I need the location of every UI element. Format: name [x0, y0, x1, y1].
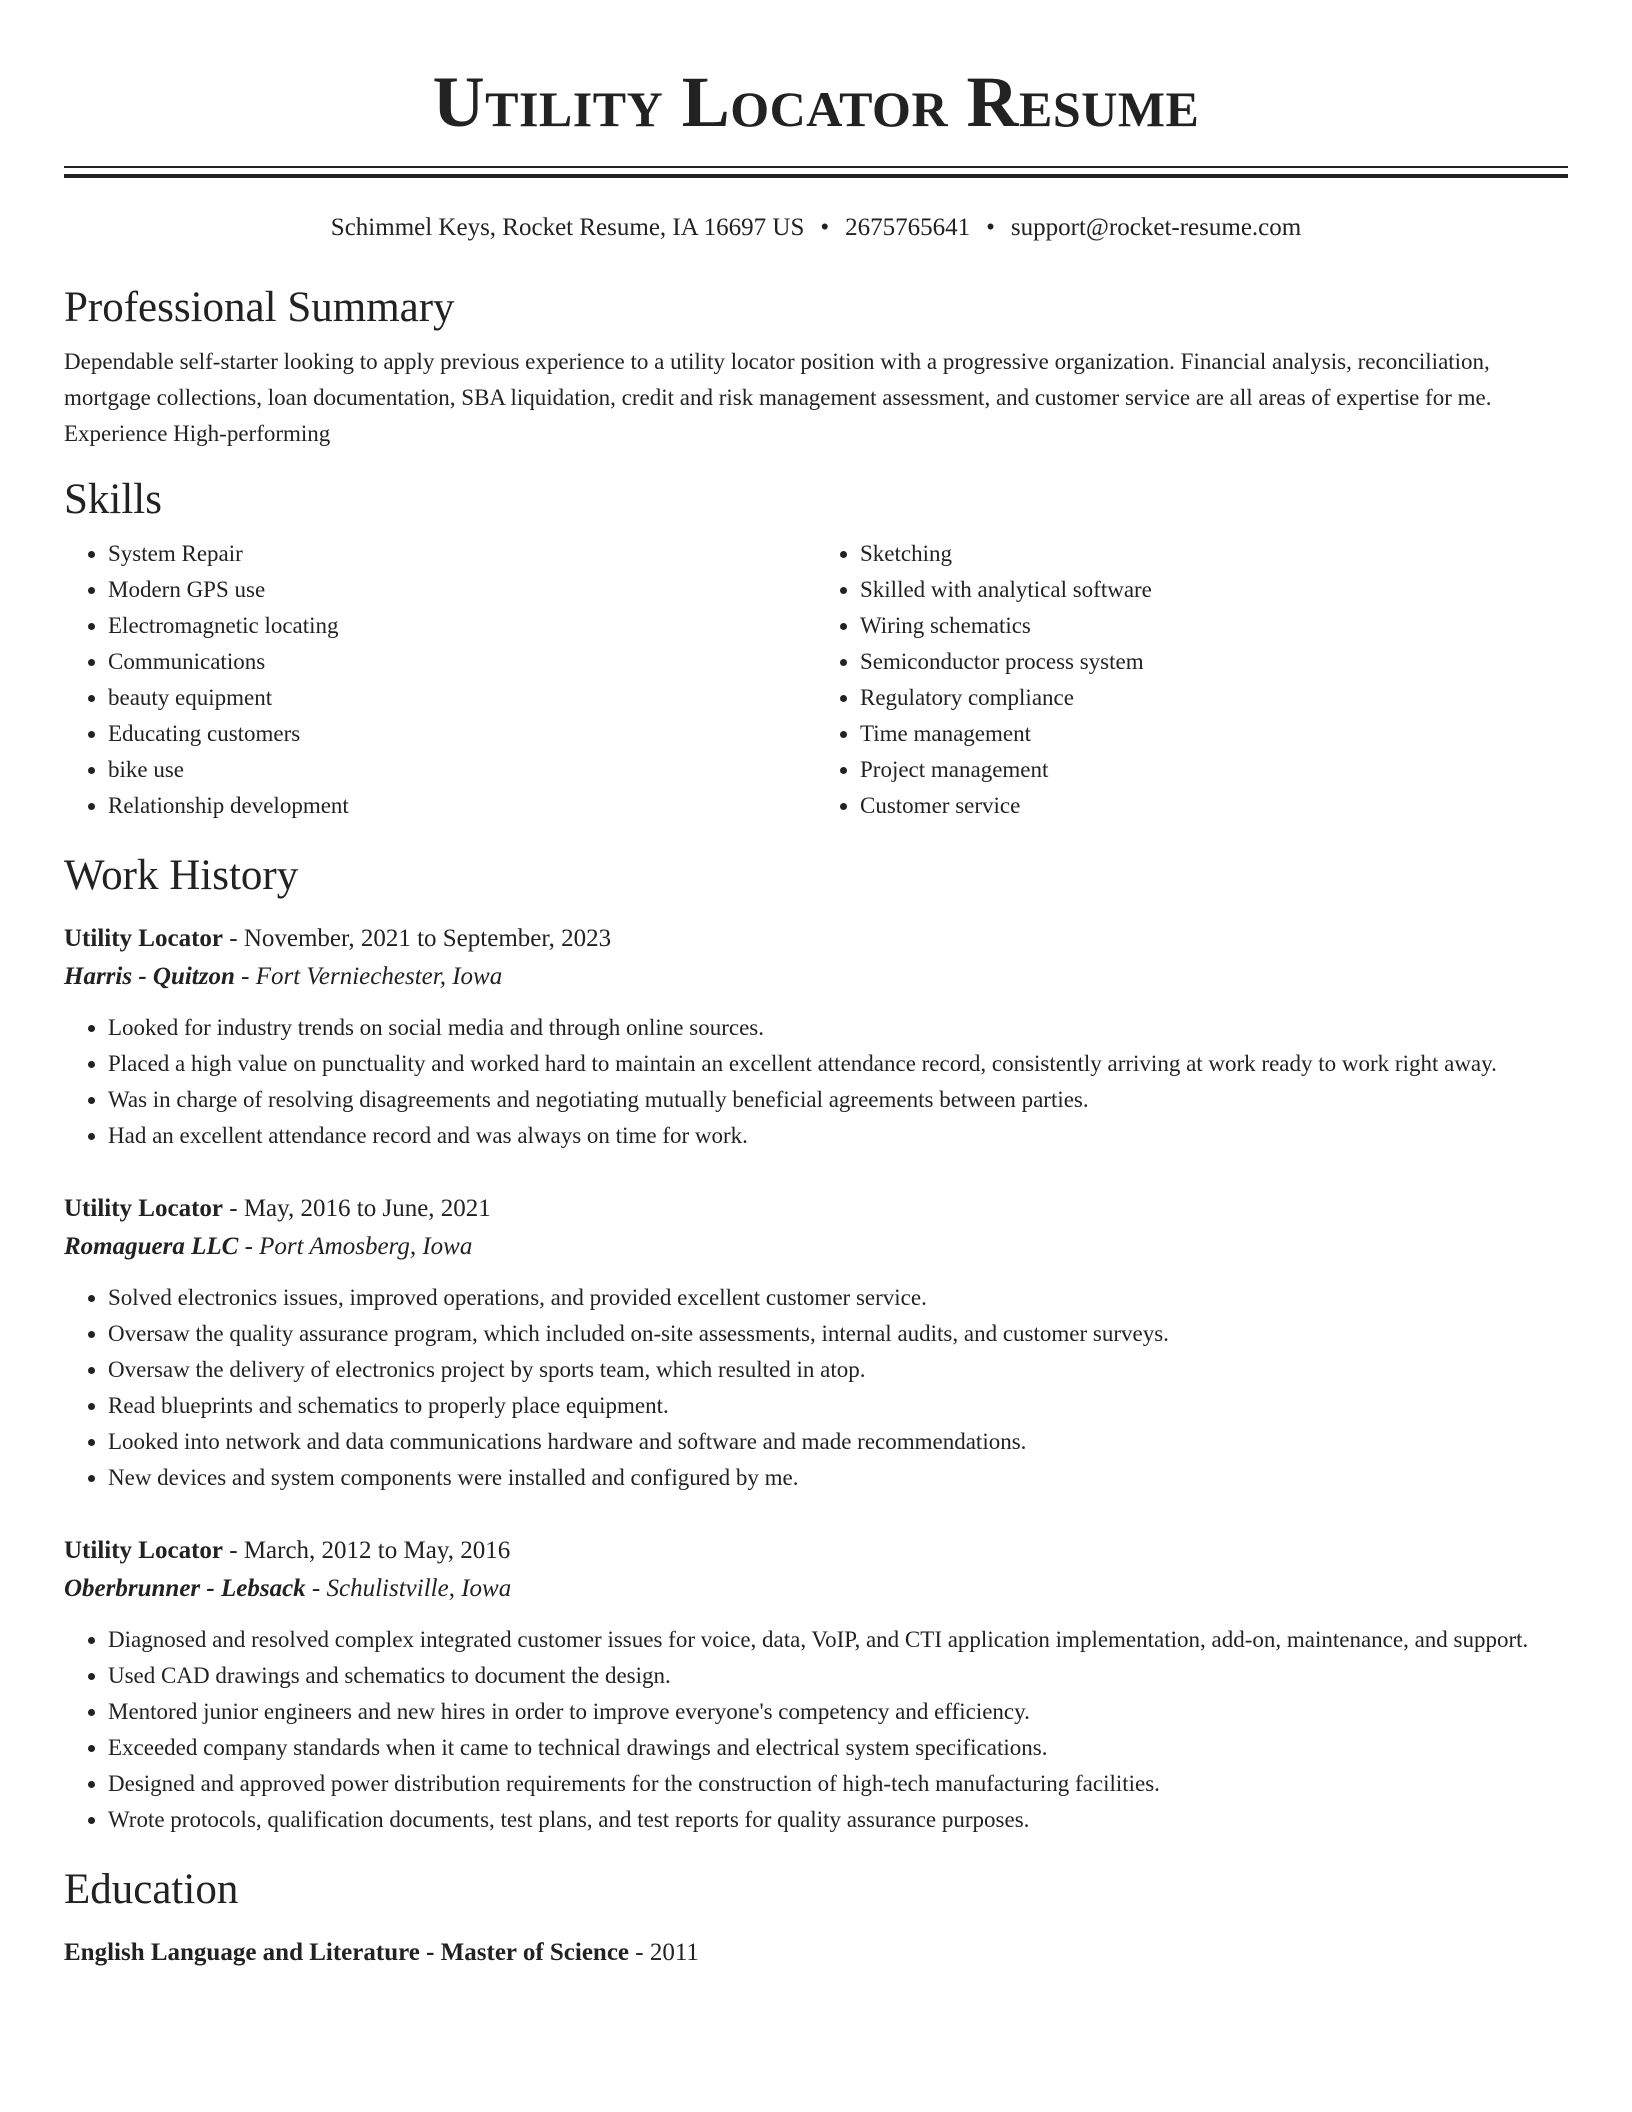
job-title: Utility Locator	[64, 1537, 223, 1564]
skill-item: • Electromagnetic locating	[108, 608, 816, 644]
job-bullet: • Oversaw the delivery of electronics project by sports team, which resulted in atop.	[108, 1352, 1568, 1388]
job-title: Utility Locator	[64, 1195, 223, 1222]
contact-separator: •	[820, 214, 830, 241]
skill-item: • Project management	[860, 752, 1568, 788]
contact-phone: 2675765641	[845, 214, 971, 241]
job-dates: May, 2016 to June, 2021	[243, 1195, 491, 1222]
job-bullet: • Had an excellent attendance record and was always on time for work.	[108, 1118, 1568, 1154]
job-company-line: Romaguera LLC - Port Amosberg, Iowa	[64, 1233, 473, 1260]
contact-address: Schimmel Keys, Rocket Resume, IA 16697 US	[330, 214, 805, 241]
job-bullet: • New devices and system components were installed and configured by me.	[108, 1460, 1568, 1496]
skill-item: • Communications	[108, 644, 816, 680]
skills-heading: Skills	[64, 476, 162, 523]
job-dates: March, 2012 to May, 2016	[243, 1537, 511, 1564]
skill-item: • Skilled with analytical software	[860, 572, 1568, 608]
job-dates: November, 2021 to September, 2023	[243, 925, 612, 952]
skill-item: • Regulatory compliance	[860, 680, 1568, 716]
education-degree: English Language and Literature - Master of Science	[64, 1939, 630, 1966]
job-location: Schulistville, Iowa	[326, 1575, 512, 1602]
job-bullets	[64, 1280, 1568, 1496]
skill-item: • Wiring schematics	[860, 608, 1568, 644]
education-entry: English Language and Literature - Master of Science - 2011	[64, 1939, 699, 1966]
job-entry	[64, 1190, 1568, 1496]
job-bullet: • Was in charge of resolving disagreements and negotiating mutually beneficial agreements between parties.	[108, 1082, 1568, 1118]
job-title-line: Utility Locator - May, 2016 to June, 2021	[64, 1195, 491, 1222]
job-title: Utility Locator	[64, 925, 223, 952]
contact-separator: •	[986, 214, 995, 241]
skill-item: • Sketching	[860, 536, 1568, 572]
summary-text: Dependable self-starter looking to apply previous experience to a utility locator position with a progressive organization. Financial analysis, reconciliation, mortgage collections, loan documentation, SBA liquidation, credit and risk management assessment, and customer service are all areas of expertise for me. Experience High-performing	[64, 349, 1492, 446]
contact-line	[64, 212, 1568, 244]
skills-column-left	[64, 536, 816, 824]
job-entry	[64, 920, 1568, 1154]
skill-item: • Modern GPS use	[108, 572, 816, 608]
summary-heading: Professional Summary	[64, 284, 455, 331]
resume-title: Utility Locator Resume	[432, 62, 1200, 142]
title-divider-thick	[64, 174, 1568, 178]
skill-item: • Time management	[860, 716, 1568, 752]
job-bullet: • Read blueprints and schematics to properly place equipment.	[108, 1388, 1568, 1424]
job-bullet: • Placed a high value on punctuality and worked hard to maintain an excellent attendance record, consistently arriving at work ready to work right away.	[108, 1046, 1568, 1082]
job-bullet: • Used CAD drawings and schematics to document the design.	[108, 1658, 1568, 1694]
skill-item: • Relationship development	[108, 788, 816, 824]
skills-column-right	[816, 536, 1568, 824]
job-company: Oberbrunner - Lebsack	[64, 1575, 306, 1602]
job-bullet: • Mentored junior engineers and new hires in order to improve everyone's competency and efficiency.	[108, 1694, 1568, 1730]
job-bullet: • Designed and approved power distribution requirements for the construction of high-tech manufacturing facilities.	[108, 1766, 1568, 1802]
job-location: Fort Verniechester, Iowa	[255, 963, 503, 990]
job-bullet: • Wrote protocols, qualification documents, test plans, and test reports for quality assurance purposes.	[108, 1802, 1568, 1838]
skill-item: • Educating customers	[108, 716, 816, 752]
job-bullet: • Diagnosed and resolved complex integrated customer issues for voice, data, VoIP, and CTI application implementation, add-on, maintenance, and support.	[108, 1622, 1568, 1658]
contact-email: support@rocket-resume.com	[1010, 214, 1302, 241]
job-bullet: • Exceeded company standards when it came to technical drawings and electrical system specifications.	[108, 1730, 1568, 1766]
job-entry	[64, 1532, 1568, 1838]
job-bullet: • Looked for industry trends on social media and through online sources.	[108, 1010, 1568, 1046]
job-company: Harris - Quitzon	[64, 963, 235, 990]
job-bullet: • Oversaw the quality assurance program, which included on-site assessments, internal audits, and customer surveys.	[108, 1316, 1568, 1352]
job-title-line: Utility Locator - November, 2021 to September, 2023	[64, 925, 612, 952]
skill-item: • Semiconductor process system	[860, 644, 1568, 680]
job-title-line: Utility Locator - March, 2012 to May, 2016	[64, 1537, 511, 1564]
job-bullets	[64, 1622, 1568, 1838]
work-history-heading: Work History	[64, 852, 299, 899]
job-company: Romaguera LLC	[64, 1233, 239, 1260]
job-bullets	[64, 1010, 1568, 1154]
job-location: Port Amosberg, Iowa	[259, 1233, 473, 1260]
title-divider-thin	[64, 166, 1568, 168]
job-bullet: • Solved electronics issues, improved operations, and provided excellent customer service.	[108, 1280, 1568, 1316]
education-year: 2011	[649, 1939, 699, 1966]
job-company-line: Oberbrunner - Lebsack - Schulistville, Iowa	[64, 1575, 512, 1602]
skill-item: • beauty equipment	[108, 680, 816, 716]
job-company-line: Harris - Quitzon - Fort Verniechester, Iowa	[64, 963, 503, 990]
skills-list	[64, 536, 1568, 824]
skill-item: • Customer service	[860, 788, 1568, 824]
education-heading: Education	[64, 1866, 239, 1913]
skill-item: • System Repair	[108, 536, 816, 572]
job-bullet: • Looked into network and data communications hardware and software and made recommendations.	[108, 1424, 1568, 1460]
skill-item: • bike use	[108, 752, 816, 788]
